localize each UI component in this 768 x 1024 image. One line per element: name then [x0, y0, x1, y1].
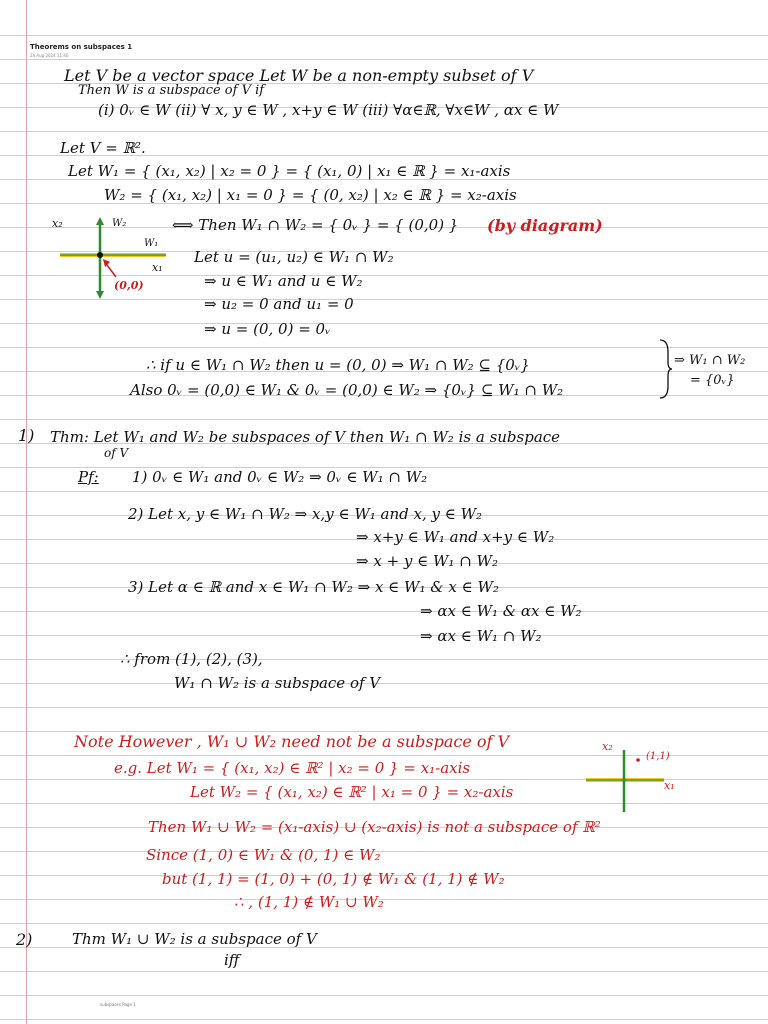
theorem-1-statement-end: of V	[104, 446, 129, 460]
fig2-point	[636, 758, 640, 762]
example-w2: Let W₂ = { (x₁, x₂) ∈ ℝ² | x₁ = 0 } = x₂-axis	[190, 783, 514, 801]
conclusion-line-2: = {0ᵥ}	[690, 373, 735, 388]
theorem-2-statement: Thm W₁ ∪ W₂ is a subspace of V	[72, 930, 317, 948]
theorem-1-statement: Thm: Let W₁ and W₂ be subspaces of V then W₁ ∩ W₂ is a subspace	[50, 428, 561, 446]
let-v-line: Let V = ℝ².	[60, 139, 146, 157]
definition-conditions: (i) 0ᵥ ∈ W (ii) ∀ x, y ∈ W , x+y ∈ W (iii) ∀α∈ℝ, ∀x∈W , αx ∈ W	[98, 101, 559, 119]
proof-step-2: 2) Let x, y ∈ W₁ ∩ W₂ ⇒ x,y ∈ W₁ and x, y ∈ W₂	[128, 505, 483, 523]
definition-line-1: Let V be a vector space Let W be a non-empty subset of V	[64, 66, 534, 85]
proof-step-3c: ⇒ αx ∈ W₁ ∩ W₂	[420, 627, 542, 645]
iff-label: iff	[224, 951, 240, 969]
conclusion-line-1: ⇒ W₁ ∩ W₂	[674, 353, 746, 368]
origin-pointer-arrow-icon	[103, 259, 110, 267]
fig2-x2-label: x₂	[602, 740, 613, 753]
intersection-claim: ⟺ Then W₁ ∩ W₂ = { 0ᵥ } = { (0,0) }	[172, 216, 459, 234]
proof-step-2c: ⇒ x + y ∈ W₁ ∩ W₂	[356, 552, 498, 570]
note-line: Note However , W₁ ∪ W₂ need not be a subspace of V	[74, 732, 510, 751]
x2-arrow-down-icon	[96, 291, 104, 299]
fig2-point-label: (1,1)	[646, 751, 670, 762]
page-title: Theorems on subspaces 1	[30, 43, 133, 51]
since-line: Since (1, 0) ∈ W₁ & (0, 1) ∈ W₂	[146, 846, 381, 864]
fig2-x1-label: x₁	[664, 779, 675, 792]
then-union-line: Then W₁ ∪ W₂ = (x₁-axis) ∪ (x₂-axis) is not a subspace of ℝ²	[148, 818, 601, 836]
but-line: but (1, 1) = (1, 0) + (0, 1) ∉ W₁ & (1, 1) ∉ W₂	[162, 870, 505, 888]
theorem-1-number: 1)	[18, 426, 35, 445]
fig1-x1-label: x₁	[152, 261, 163, 274]
from-line: ∴ from (1), (2), (3),	[120, 650, 263, 668]
by-diagram-note: (by diagram)	[487, 216, 603, 235]
implication-2: ⇒ u₂ = 0 and u₁ = 0	[204, 295, 354, 313]
fig1-origin-label: (0,0)	[114, 279, 144, 292]
let-u-line: Let u = (u₁, u₂) ∈ W₁ ∩ W₂	[194, 248, 394, 266]
theorem-2-number: 2)	[16, 930, 33, 949]
proof-step-3b: ⇒ αx ∈ W₁ & αx ∈ W₂	[420, 602, 582, 620]
if-line: ∴ if u ∈ W₁ ∩ W₂ then u = (0, 0) ⇒ W₁ ∩ W₂ ⊆ {0ᵥ}	[146, 356, 530, 374]
proof-step-2b: ⇒ x+y ∈ W₁ and x+y ∈ W₂	[356, 528, 555, 546]
definition-line-2: Then W is a subspace of V if	[78, 83, 265, 98]
x2-arrow-icon	[96, 217, 104, 225]
is-subspace-line: W₁ ∩ W₂ is a subspace of V	[174, 674, 381, 692]
w1-definition: Let W₁ = { (x₁, x₂) | x₂ = 0 } = { (x₁, 0) | x₁ ∈ ℝ } = x₁-axis	[68, 162, 511, 180]
proof-step-3: 3) Let α ∈ ℝ and x ∈ W₁ ∩ W₂ ⇒ x ∈ W₁ & x ∈ W₂	[128, 578, 499, 596]
example-w1: e.g. Let W₁ = { (x₁, x₂) ∈ ℝ² | x₂ = 0 } = x₁-axis	[114, 759, 471, 777]
implication-1: ⇒ u ∈ W₁ and u ∈ W₂	[204, 272, 363, 290]
proof-label: Pf:	[78, 468, 99, 486]
page-footer: subspaces Page 1	[100, 1002, 136, 1007]
fig1-w1-label: W₁	[144, 238, 159, 249]
brace-icon	[658, 338, 672, 400]
implication-3: ⇒ u = (0, 0) = 0ᵥ	[204, 320, 331, 338]
fig1-w2-label: W₂	[112, 218, 127, 229]
proof-step-1: 1) 0ᵥ ∈ W₁ and 0ᵥ ∈ W₂ ⇒ 0ᵥ ∈ W₁ ∩ W₂	[132, 468, 428, 486]
also-line: Also 0ᵥ = (0,0) ∈ W₁ & 0ᵥ = (0,0) ∈ W₂ ⇒ {0ᵥ} ⊆ W₁ ∩ W₂	[130, 381, 564, 399]
w2-definition: W₂ = { (x₁, x₂) | x₁ = 0 } = { (0, x₂) | x₂ ∈ ℝ } = x₂-axis	[104, 186, 517, 204]
page-date: 24 Aug 2024 11:40	[30, 53, 69, 58]
margin-line	[26, 0, 27, 1024]
therefore-line: ∴ , (1, 1) ∉ W₁ ∪ W₂	[234, 893, 384, 911]
origin-point	[97, 252, 103, 258]
fig1-x2-label: x₂	[52, 217, 63, 230]
